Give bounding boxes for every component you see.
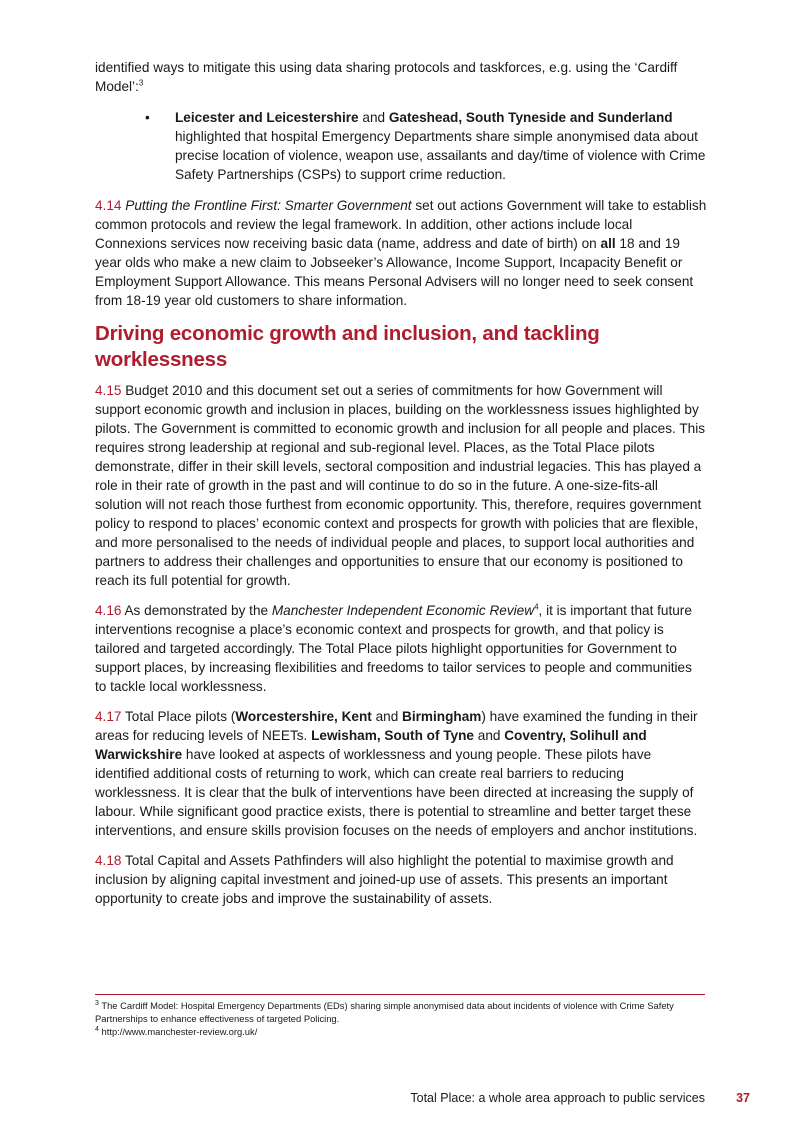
intro-text: identified ways to mitigate this using data sharing protocols and taskforces, e.g. using the ‘Cardiff Model’:	[95, 60, 678, 94]
page-number: 37	[736, 1091, 750, 1105]
bullet-text: highlighted that hospital Emergency Departments share simple anonymised data about precise location of violence, weapon use, assailants and day/time of violence with Crime Safety Partnerships (CSPs) to support crime reduction.	[175, 129, 706, 182]
paragraph-number: 4.14	[95, 198, 122, 213]
paragraph-text: ) have examined the funding in their areas for reducing levels of NEETs.	[95, 709, 698, 743]
paragraph-number: 4.17	[95, 709, 122, 724]
joiner-text: and	[358, 110, 389, 125]
joiner-text: and	[371, 709, 403, 724]
footnote-text: The Cardiff Model: Hospital Emergency Departments (EDs) sharing simple anonymised data about incidents of violence with Crime Safety Partnerships to enhance effectiveness of targeted Policing.	[95, 1000, 674, 1024]
intro-paragraph	[95, 58, 707, 96]
place-name: Gateshead, South Tyneside and Sunderland	[388, 110, 673, 125]
paragraph-4-15	[95, 381, 707, 590]
footnote-link[interactable]: http://www.manchester-review.org.uk/	[101, 1026, 258, 1037]
footnote-ref-3[interactable]: 3	[138, 78, 144, 88]
paragraph-text: As demonstrated by the	[121, 603, 272, 618]
place-name: Birmingham	[402, 709, 482, 724]
list-item	[145, 108, 707, 184]
footnote-item	[95, 999, 715, 1025]
place-name: Leicester and Leicestershire	[175, 110, 359, 125]
paragraph-text: have looked at aspects of worklessness and young people. These pilots have identified additional costs of returning to work, which can create real barriers to reducing worklessness. It is clear that the bulk of interventions have been directed at increasing the supply of labour. While significant good practice exists, there is potential to streamline and better target these interventions, and ensure skills provision focuses on the needs of employers and anchor institutions.	[95, 747, 698, 838]
joiner-text: and	[473, 728, 505, 743]
footnote-marker: 3	[95, 999, 99, 1007]
footnote-divider	[95, 994, 705, 995]
paragraph-text: Total Place pilots (	[121, 709, 236, 724]
emphasis-text: all	[600, 236, 616, 251]
paragraph-text: 18 and 19 year olds who make a new claim to Jobseeker’s Allowance, Income Support, Incapacity Benefit or Employment Support Allowance. This means Personal Advisers will no longer need to seek consent from 18-19 year old customers to share information.	[95, 236, 694, 308]
paragraph-number: 4.18	[95, 853, 122, 868]
place-name: Worcestershire, Kent	[235, 709, 372, 724]
paragraph-text: , it is important that future interventions recognise a place’s economic context and prospects for growth, and that policy is tailored and targeted accordingly. The Total Place pilots highlight opportunities for Government to support places, by increasing flexibilities and freedoms to tailor services to people and communities to tackle local worklessness.	[95, 603, 692, 694]
paragraph-text: Total Capital and Assets Pathfinders will also highlight the potential to maximise growth and inclusion by aligning capital investment and joined-up use of assets. This presents an important opportunity to create jobs and improve the sustainability of assets.	[95, 853, 674, 906]
paragraph-number: 4.16	[95, 603, 122, 618]
bullet-icon: •	[145, 110, 150, 125]
publication-title: Manchester Independent Economic Review	[271, 603, 535, 618]
paragraph-4-17	[95, 707, 707, 840]
paragraph-text: Budget 2010 and this document set out a series of commitments for how Government will support economic growth and inclusion in places, building on the worklessness issues highlighted by pilots. The Government is committed to economic growth and inclusion for all people and places. This requires strong leadership at regional and sub-regional level. Places, as the Total Place pilots demonstrate, differ in their skill levels, sectoral composition and industrial legacies. This has played a role in their rate of growth in the past and will continue to do so in the future. A one-size-fits-all solution will not reach those furthest from economic opportunity. This, therefore, requires government policy to respond to places’ economic context and prospects for growth with policies that are flexible, and more personalised to the needs of individual people and places, to support local authorities and partners to address their challenges and opportunities to ensure that our economy is positioned to reach its full potential for growth.	[95, 383, 706, 588]
bullet-list	[95, 108, 707, 184]
section-heading: Driving economic growth and inclusion, and tackling worklessness	[95, 322, 600, 371]
paragraph-text: set out actions Government will take to establish common protocols and review the legal framework. In addition, other actions include local Connexions services now receiving basic data (name, address and date of birth) on	[95, 198, 707, 251]
page-footer	[0, 1091, 800, 1111]
footnote-marker: 4	[95, 1025, 99, 1033]
page-body	[95, 58, 707, 919]
footnote-item	[95, 1025, 715, 1038]
footer-title: Total Place: a whole area approach to public services	[410, 1091, 705, 1105]
footnotes	[95, 999, 715, 1038]
paragraph-number: 4.15	[95, 383, 122, 398]
footnote-ref-4[interactable]: 4	[534, 602, 539, 612]
paragraph-4-16	[95, 601, 707, 696]
paragraph-4-18	[95, 851, 707, 908]
place-name: Lewisham, South of Tyne	[311, 728, 474, 743]
paragraph-4-14	[95, 196, 707, 310]
place-name: Coventry, Solihull and Warwickshire	[95, 728, 647, 762]
publication-title: Putting the Frontline First: Smarter Government	[125, 198, 412, 213]
